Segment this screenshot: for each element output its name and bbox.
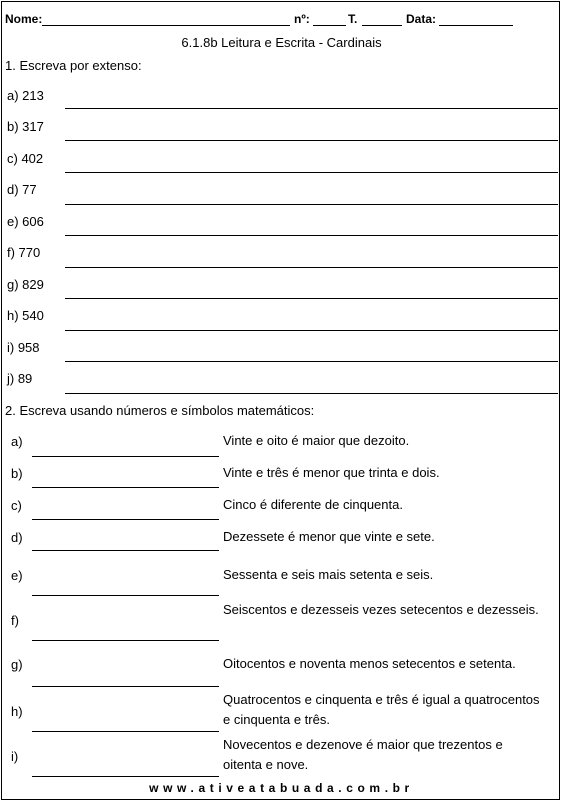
s1-answer-line[interactable] — [65, 330, 558, 331]
s1-answer-line[interactable] — [65, 298, 558, 299]
s2-item-text: Vinte e três é menor que trinta e dois. — [223, 465, 440, 480]
s1-answer-line[interactable] — [65, 235, 558, 236]
s2-item-label: d) — [11, 530, 23, 545]
s2-item-text: Vinte e oito é maior que dezoito. — [223, 433, 410, 448]
s1-item-label: c) 402 — [7, 151, 44, 166]
s1-answer-line[interactable] — [65, 140, 558, 141]
s2-item-label: c) — [11, 498, 22, 513]
date-field[interactable] — [439, 25, 513, 26]
s2-item-text: Cinco é diferente de cinquenta. — [223, 497, 403, 512]
s1-item-label: h) 540 — [7, 308, 44, 323]
s2-item-label: g) — [11, 657, 23, 672]
number-field[interactable] — [313, 25, 346, 26]
s1-answer-line[interactable] — [65, 393, 558, 394]
s1-item-label: e) 606 — [7, 214, 44, 229]
s2-item-label: f) — [11, 613, 19, 628]
number-label: nº: — [294, 12, 310, 26]
s2-answer-line[interactable] — [32, 595, 219, 596]
s1-answer-line[interactable] — [65, 108, 558, 109]
s1-item-label: i) 958 — [7, 340, 40, 355]
s2-answer-line[interactable] — [32, 487, 219, 488]
s2-item-text: Dezessete é menor que vinte e sete. — [223, 529, 435, 544]
s2-item-text: Seiscentos e dezesseis vezes setecentos e dezesseis. — [223, 602, 539, 617]
s1-answer-line[interactable] — [65, 172, 558, 173]
s2-item-text: Sessenta e seis mais setenta e seis. — [223, 567, 434, 582]
s1-answer-line[interactable] — [65, 267, 558, 268]
name-field[interactable] — [42, 25, 290, 26]
s1-answer-line[interactable] — [65, 361, 558, 362]
s1-answer-line[interactable] — [65, 204, 558, 205]
s2-item-text: Novecentos e dezenove é maior que trezentos e oitenta e nove. — [223, 737, 503, 772]
worksheet-border — [1, 1, 560, 800]
s2-answer-line[interactable] — [32, 776, 219, 777]
s2-item-label: h) — [11, 704, 23, 719]
section1-prompt: 1. Escreva por extenso: — [5, 58, 142, 73]
class-label: T. — [348, 12, 358, 26]
s2-item-label: a) — [11, 434, 23, 449]
date-label: Data: — [406, 12, 437, 26]
s2-item-label: i) — [11, 749, 19, 764]
s1-item-label: j) 89 — [7, 371, 33, 386]
s2-answer-line[interactable] — [32, 640, 219, 641]
s1-item-label: a) 213 — [7, 88, 44, 103]
s2-answer-line[interactable] — [32, 519, 219, 520]
footer-website[interactable]: www.ativeatabuada.com.br — [149, 781, 414, 795]
s2-item-text: Quatrocentos e cinquenta e três é igual a quatrocentos e cinquenta e três. — [223, 692, 540, 727]
s2-answer-line[interactable] — [32, 550, 219, 551]
s1-item-label: f) 770 — [7, 245, 41, 260]
class-field[interactable] — [362, 25, 402, 26]
s1-item-label: g) 829 — [7, 277, 44, 292]
s2-item-label: b) — [11, 466, 23, 481]
s2-answer-line[interactable] — [32, 456, 219, 457]
s1-item-label: d) 77 — [7, 182, 37, 197]
name-label: Nome: — [5, 12, 43, 26]
s2-answer-line[interactable] — [32, 686, 219, 687]
worksheet-title: 6.1.8b Leitura e Escrita - Cardinais — [181, 35, 382, 50]
s2-answer-line[interactable] — [32, 731, 219, 732]
s1-item-label: b) 317 — [7, 119, 44, 134]
s2-item-label: e) — [11, 568, 23, 583]
section2-prompt: 2. Escreva usando números e símbolos matemáticos: — [5, 403, 315, 418]
s2-item-text: Oitocentos e noventa menos setecentos e setenta. — [223, 656, 516, 671]
